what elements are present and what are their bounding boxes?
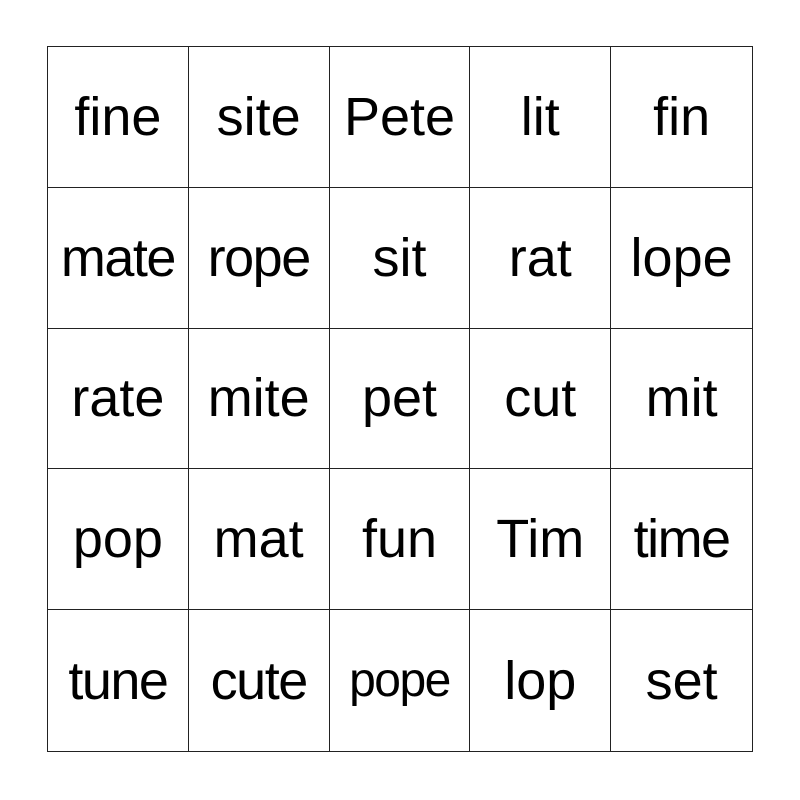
bingo-cell-r5c2[interactable]: cute xyxy=(189,610,330,751)
bingo-cell-r3c1[interactable]: rate xyxy=(48,329,189,470)
bingo-cell-r5c5[interactable]: set xyxy=(645,650,718,711)
bingo-cell-r4c4[interactable]: Tim xyxy=(470,469,611,610)
bingo-cell-r5c4[interactable]: lop xyxy=(470,610,611,751)
bingo-cell-r1c4[interactable]: lit xyxy=(470,47,611,188)
bingo-cell-r5c1[interactable]: tune xyxy=(48,610,189,751)
bingo-cell-r1c5[interactable]: fin xyxy=(611,47,752,188)
bingo-cell-r2c4[interactable]: rat xyxy=(470,188,611,329)
bingo-cell-r1c2[interactable]: site xyxy=(189,47,330,188)
bingo-cell-r2c2[interactable]: rope xyxy=(189,188,330,329)
bingo-cell-r2c5[interactable]: lope xyxy=(611,188,752,329)
bingo-cell-r4c1[interactable]: pop xyxy=(48,469,189,610)
bingo-board xyxy=(47,46,753,752)
bingo-cell-r4c5[interactable]: time xyxy=(611,469,752,610)
bingo-cell-r1c3[interactable]: Pete xyxy=(330,47,471,188)
bingo-cell-r2c3[interactable]: sit xyxy=(330,188,471,329)
bingo-cell-r3c4[interactable]: cut xyxy=(470,329,611,470)
bingo-cell-r4c2[interactable]: mat xyxy=(189,469,330,610)
bingo-cell-r5c3[interactable]: pope xyxy=(330,610,471,751)
bingo-cell-r3c3[interactable]: pet xyxy=(330,329,471,470)
bingo-cell-r3c2[interactable]: mite xyxy=(189,329,330,470)
bingo-cell-r1c1[interactable]: fine xyxy=(48,47,189,188)
bingo-cell-r3c5[interactable]: mit xyxy=(611,329,752,470)
bingo-cell-r4c3[interactable]: fun xyxy=(330,469,471,610)
bingo-cell-r2c1[interactable]: mate xyxy=(48,188,189,329)
